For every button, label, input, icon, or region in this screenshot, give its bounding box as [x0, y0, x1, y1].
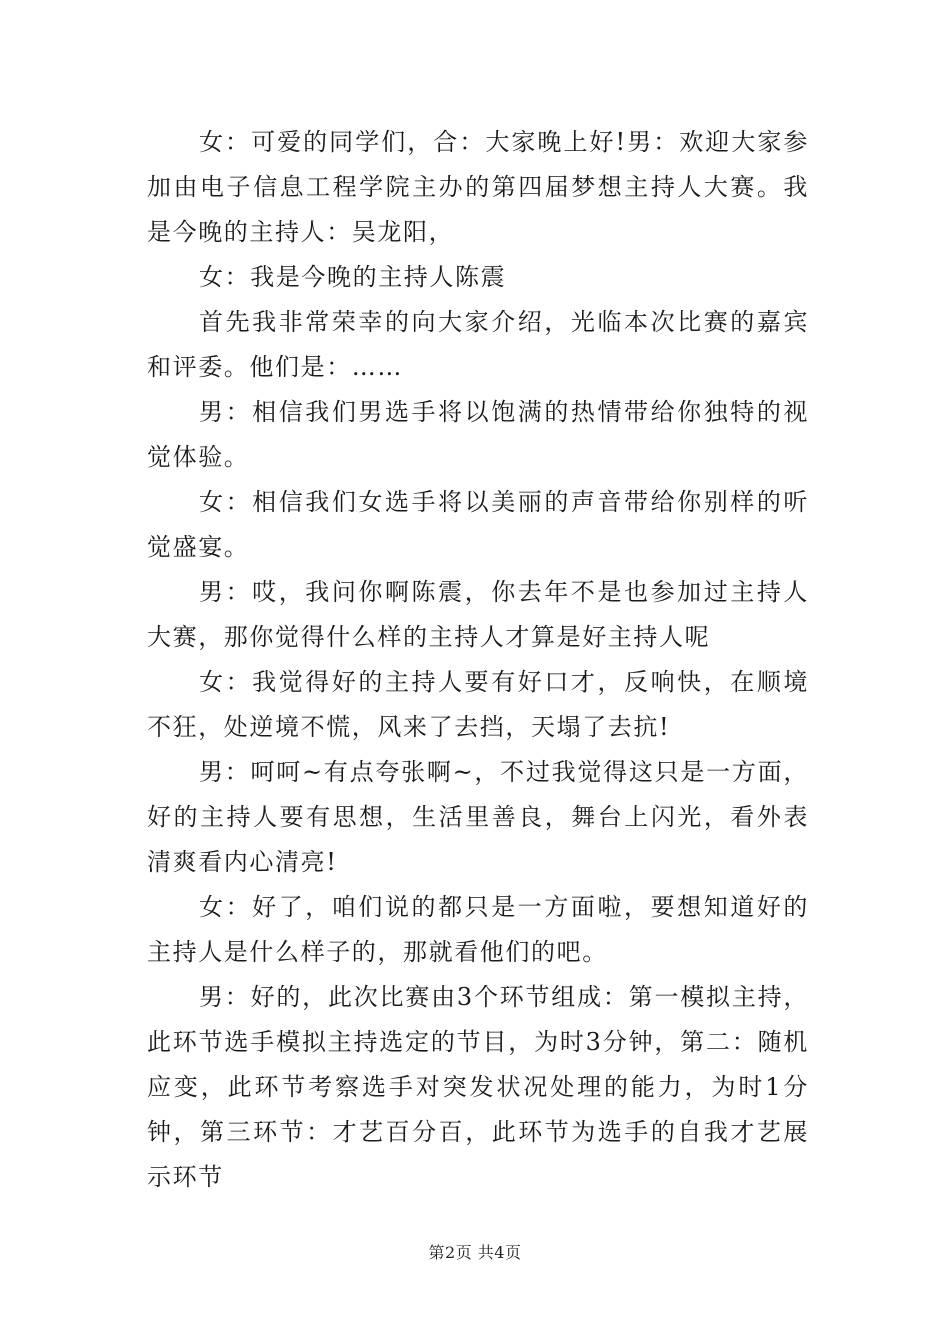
paragraph: 男：好的，此次比赛由3个环节组成：第一模拟主持，此环节选手模拟主持选定的节目，为时3分钟，第二：随机应变，此环节考察选手对突发状况处理的能力，为时1分钟，第三环节：才艺百分百，此环节为选手的自我才艺展示环节: [147, 983, 809, 1191]
paragraph: 女：可爱的同学们，合：大家晚上好!男：欢迎大家参加由电子信息工程学院主办的第四届梦想主持人大赛。我是今晚的主持人：吴龙阳，: [147, 128, 809, 246]
paragraph: 首先我非常荣幸的向大家介绍，光临本次比赛的嘉宾和评委。他们是：……: [147, 308, 809, 381]
document-body: [147, 120, 809, 1200]
paragraph: 女：我是今晚的主持人陈震: [199, 263, 507, 291]
paragraph: 女：好了，咱们说的都只是一方面啦，要想知道好的主持人是什么样子的，那就看他们的吧。: [147, 893, 809, 966]
paragraph: 男：呵呵~有点夸张啊~，不过我觉得这只是一方面，好的主持人要有思想，生活里善良，舞台上闪光，看外表清爽看内心清亮!: [147, 758, 809, 876]
paragraph: 男：哎，我问你啊陈震，你去年不是也参加过主持人大赛，那你觉得什么样的主持人才算是好主持人呢: [147, 578, 809, 651]
paragraph: 女：相信我们女选手将以美丽的声音带给你别样的听觉盛宴。: [147, 488, 809, 561]
paragraph: 女：我觉得好的主持人要有好口才，反响快，在顺境不狂，处逆境不慌，风来了去挡，天塌了去抗!: [147, 668, 809, 741]
paragraph: 男：相信我们男选手将以饱满的热情带给你独特的视觉体验。: [147, 398, 809, 471]
page-number-footer: 第2页 共4页: [428, 1243, 522, 1262]
